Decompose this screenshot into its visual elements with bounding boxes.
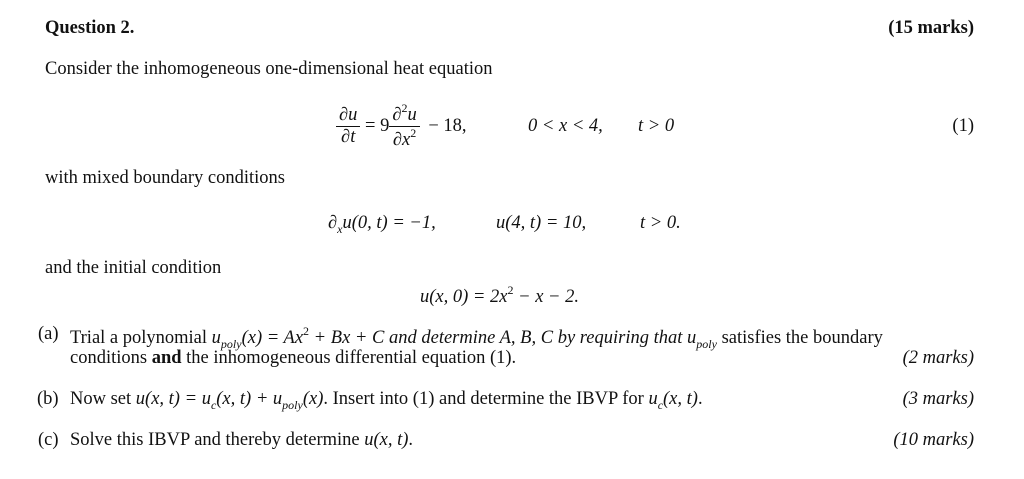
part-c-label: (c) [38,430,59,450]
part-c-marks: (10 marks) [893,430,974,450]
ic-intro-text: and the initial condition [45,258,222,278]
source-term: − 18, [428,116,467,137]
equals-coefficient: = 9 [365,116,390,137]
question-title: Question 2. [45,18,135,38]
part-a-line1: Trial a polynomial $u_{poly}(x) = Ax^2 + Bx + C$ and determine A, B, C by requiring that $u_{poly}$ satisfies the boundary [70,324,883,351]
total-marks: (15 marks) [888,18,974,38]
part-a-marks: (2 marks) [902,348,974,368]
bc-intro-text: with mixed boundary conditions [45,168,285,188]
heat-equation [336,102,467,152]
spatial-domain: 0 < x < 4, [528,116,603,136]
intro-text: Consider the inhomogeneous one-dimensional heat equation [45,59,493,79]
part-b-label: (b) [37,389,59,409]
part-b-text: Now set u(x, $t) = u_c(x$, $t) + u_{poly}(x)$. Insert into (1) and determine the IBVP for $u_c(x$, t). [70,389,703,412]
part-b-marks: (3 marks) [902,389,974,409]
part-a-line2: conditions and the inhomogeneous differential equation (1). [70,348,517,368]
equation-label: (1) [952,116,974,136]
second-derivative-fraction: $\frac{\partial^2u}{\partial x^2}$ [389,102,419,152]
left-boundary-condition: $\partial_xu(0$, t) = −1, [328,213,436,236]
initial-condition: u(x, $0) = 2x^2 - x - 2$. [420,283,580,307]
part-c-text: Solve this IBVP and thereby determine u(x, t). [70,430,414,450]
part-a-label: (a) [38,324,59,344]
right-boundary-condition: u(4, t) = 10, [496,213,587,233]
bc-time-domain: t > 0. [640,213,681,233]
du-dt-fraction: $\frac{\partial u}{\partial t}$ [336,105,360,149]
time-domain: t > 0 [638,116,675,136]
